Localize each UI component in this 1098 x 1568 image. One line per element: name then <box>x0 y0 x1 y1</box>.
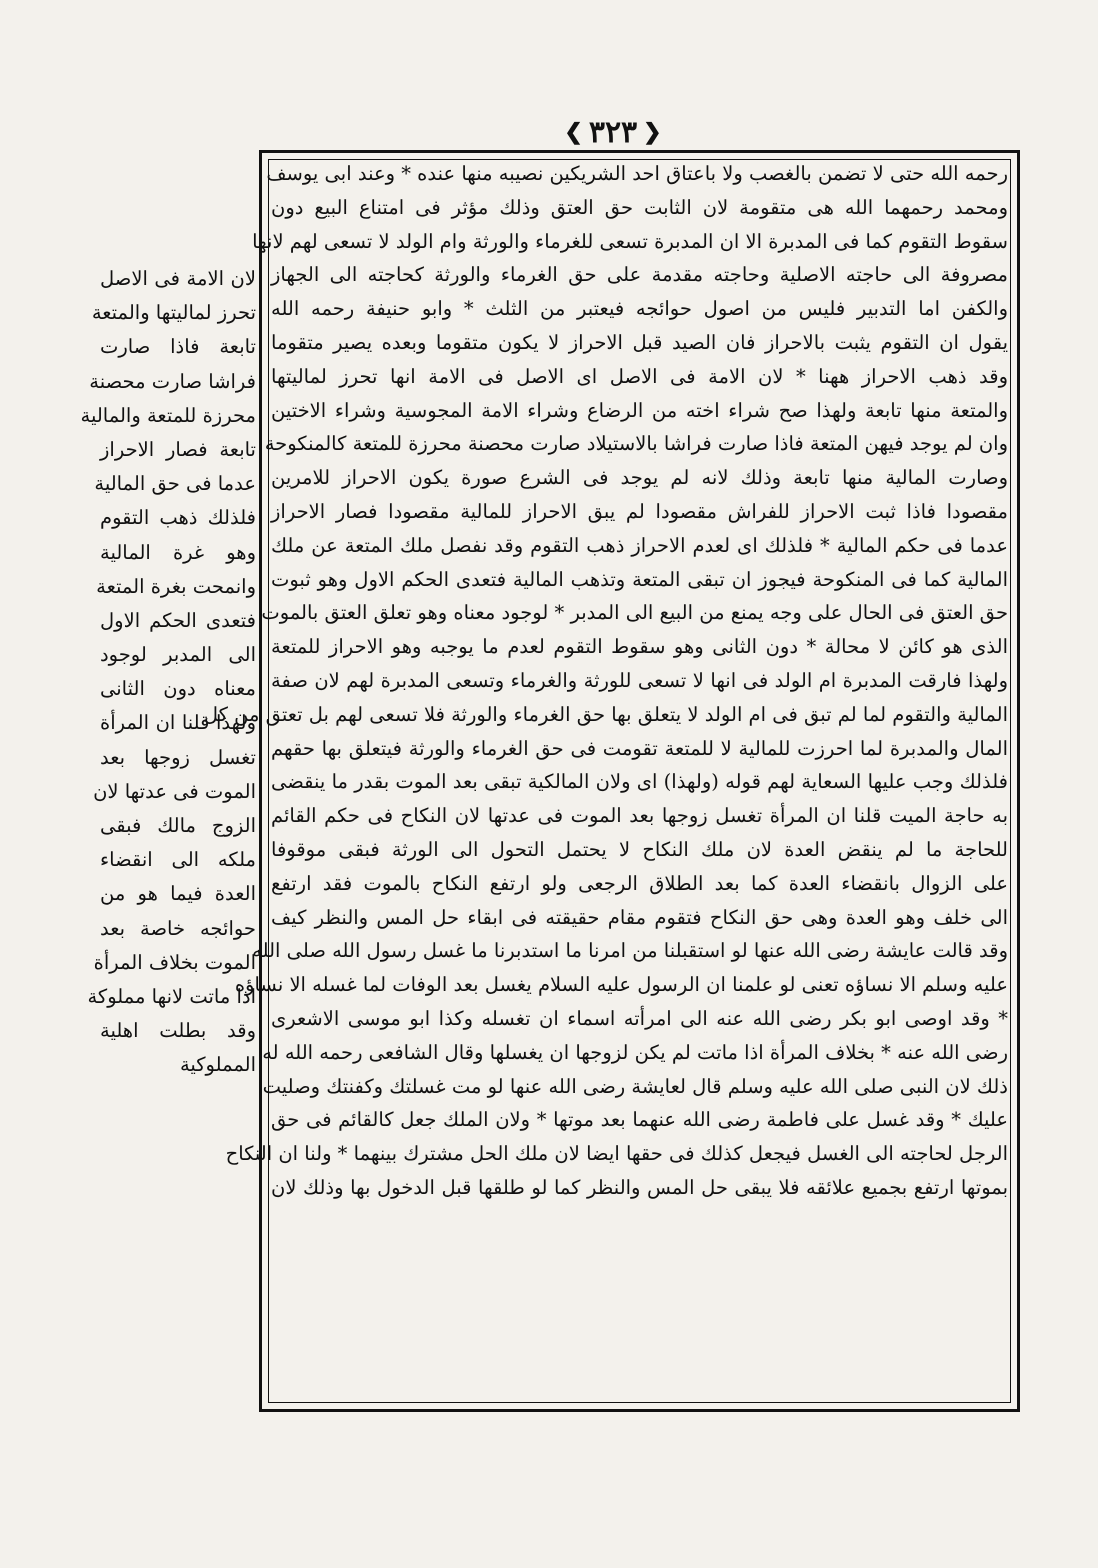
text-line: الذى هو كائن لا محالة * دون الثانى وهو سقوط التقوم لعدم ما يوجبه وهو الاحراز للمتعة <box>271 635 1008 659</box>
margin-line: وانمحت بغرة المتعة <box>96 574 256 598</box>
text-line: والمتعة منها تابعة ولهذا صح شراء اخته من الرضاع وشراء الامة المجوسية وشراء الاختين <box>271 398 1008 422</box>
text-line: مصروفة الى حاجته الاصلية وحاجته مقدمة على حق الغرماء والورثة كحاجته الى الجهاز <box>271 263 1008 287</box>
page-number-value: ٣٢٣ <box>588 114 638 150</box>
text-line: مقصودا فاذا ثبت الاحراز للفراش مقصودا لم يبق الاحراز للمالية مقصودا فصار الاحراز <box>271 499 1008 523</box>
text-line: وصارت المالية منها تابعة وذلك لانه لم يوجد فى الشرع صورة يكون الاحراز للامرين <box>271 466 1008 490</box>
text-line: حق العتق فى الحال على وجه يمنع من البيع الى المدبر * لوجود معناه وهو تعلق العتق بالموت <box>261 601 1008 625</box>
margin-line: ولهذا قلنا ان المرأة <box>100 711 256 735</box>
margin-line: معناه دون الثانى <box>100 677 256 701</box>
text-line: * وقد اوصى ابو بكر رضى الله عنه الى امرأته اسماء ان تغسله وكذا ابو موسى الاشعرى <box>271 1006 1008 1030</box>
text-line: المالية والتقوم لما لم تبق فى ام الولد لا يتعلق بها حق الغرماء والورثة فلا تسعى لهم بل تعتق من كل <box>203 702 1008 726</box>
text-line: عليه وسلم الا نساؤه تعنى لو علمنا ان الرسول عليه السلام يغسل بعد الوفات لما غسله الا نساؤه <box>234 973 1008 997</box>
margin-line: فلذلك ذهب التقوم <box>100 506 256 530</box>
text-line: المال والمدبرة لما احرزت للمالية لا للمتعة تقومت فى حق الغرماء والورثة فيتعلق بها حقهم <box>271 736 1008 760</box>
text-line: ولهذا فارقت المدبرة ام الولد فى انها لا تسعى للورثة والغرماء وتسعى المدبرة لهم لان صفة <box>271 668 1008 692</box>
text-line: فلذلك وجب عليها السعاية لهم قوله (ولهذا) اى ولان المالكية تبقى بعد الموت بقدر ما ينقضى <box>271 770 1008 794</box>
text-line: به حاجة الميت قلنا ان المرأة تغسل زوجها بعد الموت فى عدتها لان النكاح فى حكم القائم <box>271 804 1008 828</box>
margin-line: تغسل زوجها بعد <box>100 745 256 769</box>
margin-line: الى المدبر لوجود <box>100 643 256 667</box>
text-line: وقد ذهب الاحراز ههنا * لان الامة فى الاصل اى الاصل فى الامة انها تحرز لماليتها <box>271 364 1008 388</box>
page-number <box>553 112 673 152</box>
text-line: سقوط التقوم كما فى المدبرة الا ان المدبرة تسعى للغرماء والورثة وام الولد لا تسعى لهم لانها <box>252 229 1008 253</box>
text-line: الى خلف وهو العدة وهى حق النكاح فتقوم مقام حقيقته فى ابقاء حل المس والنظر كيف <box>271 905 1008 929</box>
text-line: بموتها ارتفع بجميع علائقه فلا يبقى حل المس والنظر كما لو طلقها قبل الدخول بها وذلك لان <box>271 1175 1008 1199</box>
margin-line: العدة فيما هو من <box>100 882 256 906</box>
text-line: وقد قالت عايشة رضى الله عنها لو استقبلنا من امرنا ما استدبرنا ما غسل رسول الله صلى الله <box>252 939 1008 963</box>
text-line: رضى الله عنه * بخلاف المرأة اذا ماتت لم يكن لزوجها ان يغسلها وقال الشافعى رحمه الله له <box>262 1040 1008 1064</box>
text-line: المالية كما فى المنكوحة فيجوز ان تبقى المتعة وتذهب المالية فتعدى الحكم الاول وهو ثبوت <box>271 567 1008 591</box>
margin-line: تابعة فاذا صارت <box>100 335 256 359</box>
text-line: رحمه الله حتى لا تضمن بالغصب ولا باعتاق احد الشريكين نصيبه منها عنده * وعند ابى يوسف <box>266 162 1008 185</box>
ornament-left-icon: ❮ <box>564 119 583 145</box>
margin-line: لان الامة فى الاصل <box>100 267 256 290</box>
margin-line: الموت فى عدتها لان <box>93 779 256 803</box>
margin-line: عدما فى حق المالية <box>94 472 256 496</box>
margin-line: اذا ماتت لانها مملوكة <box>87 984 256 1008</box>
text-line: يقول ان التقوم يثبت بالاحراز فان الصيد قبل الاحراز لا يكون متقوما وبعده يصير متقوما <box>271 330 1008 354</box>
margin-line: وقد بطلت اهلية <box>100 1019 256 1043</box>
text-line: عليك * وقد غسل على فاطمة رضى الله عنهما بعد موتها * ولان الملك جعل كالقائم فى حق <box>271 1108 1008 1132</box>
margin-line: ملكه الى انقضاء <box>100 848 256 872</box>
text-line: ومحمد رحمهما الله هى متقومة لان الثابت حق العتق وذلك مؤثر فى امتناع البيع دون <box>271 195 1008 219</box>
margin-line: فراشا صارت محصنة <box>89 369 256 393</box>
margin-line: وهو غرة المالية <box>100 540 256 564</box>
margin-line: المملوكية <box>179 1053 256 1077</box>
margin-line: الموت بخلاف المرأة <box>93 950 256 974</box>
margin-commentary <box>80 262 256 1083</box>
margin-line: حوائجه خاصة بعد <box>100 916 256 940</box>
text-line: عدما فى حكم المالية * فلذلك اى لعدم الاحراز ذهب التقوم وقد نفصل ملك المتعة عن ملك <box>271 533 1008 557</box>
text-line: الرجل لحاجته الى الغسل فيجعل كذلك فى حقها ايضا لان ملك الحل مشترك بينهما * ولنا ان النكاح <box>225 1142 1008 1166</box>
text-line: على الزوال بانقضاء العدة كما بعد الطلاق الرجعى ولو ارتفع النكاح بالموت فقد ارتفع <box>271 871 1008 895</box>
text-line: للحاجة ما لم ينقض العدة لان ملك النكاح لا يحتمل التحول الى الورثة فبقى موقوفا <box>271 837 1008 861</box>
text-line: ذلك لان النبى صلى الله عليه وسلم قال لعايشة رضى الله عنها لو مت غسلتك وكفنتك وصليت <box>262 1074 1008 1098</box>
text-line: والكفن اما التدبير فليس من اصول حوائجه فيعتبر من الثلث * وابو حنيفة رحمه الله <box>271 297 1008 321</box>
text-line: وان لم يوجد فيهن المتعة فاذا صارت فراشا بالاستيلاد صارت محصنة محرزة للمتعة كالمنكوحة <box>264 432 1008 456</box>
ornament-right-icon: ❯ <box>643 119 662 145</box>
margin-line: فتعدى الحكم الاول <box>100 608 256 632</box>
margin-line: تابعة فصار الاحراز <box>100 437 256 461</box>
margin-line: تحرز لماليتها والمتعة <box>91 301 256 325</box>
margin-line: محرزة للمتعة والمالية <box>80 403 256 427</box>
margin-line: الزوج مالك فبقى <box>100 814 256 837</box>
